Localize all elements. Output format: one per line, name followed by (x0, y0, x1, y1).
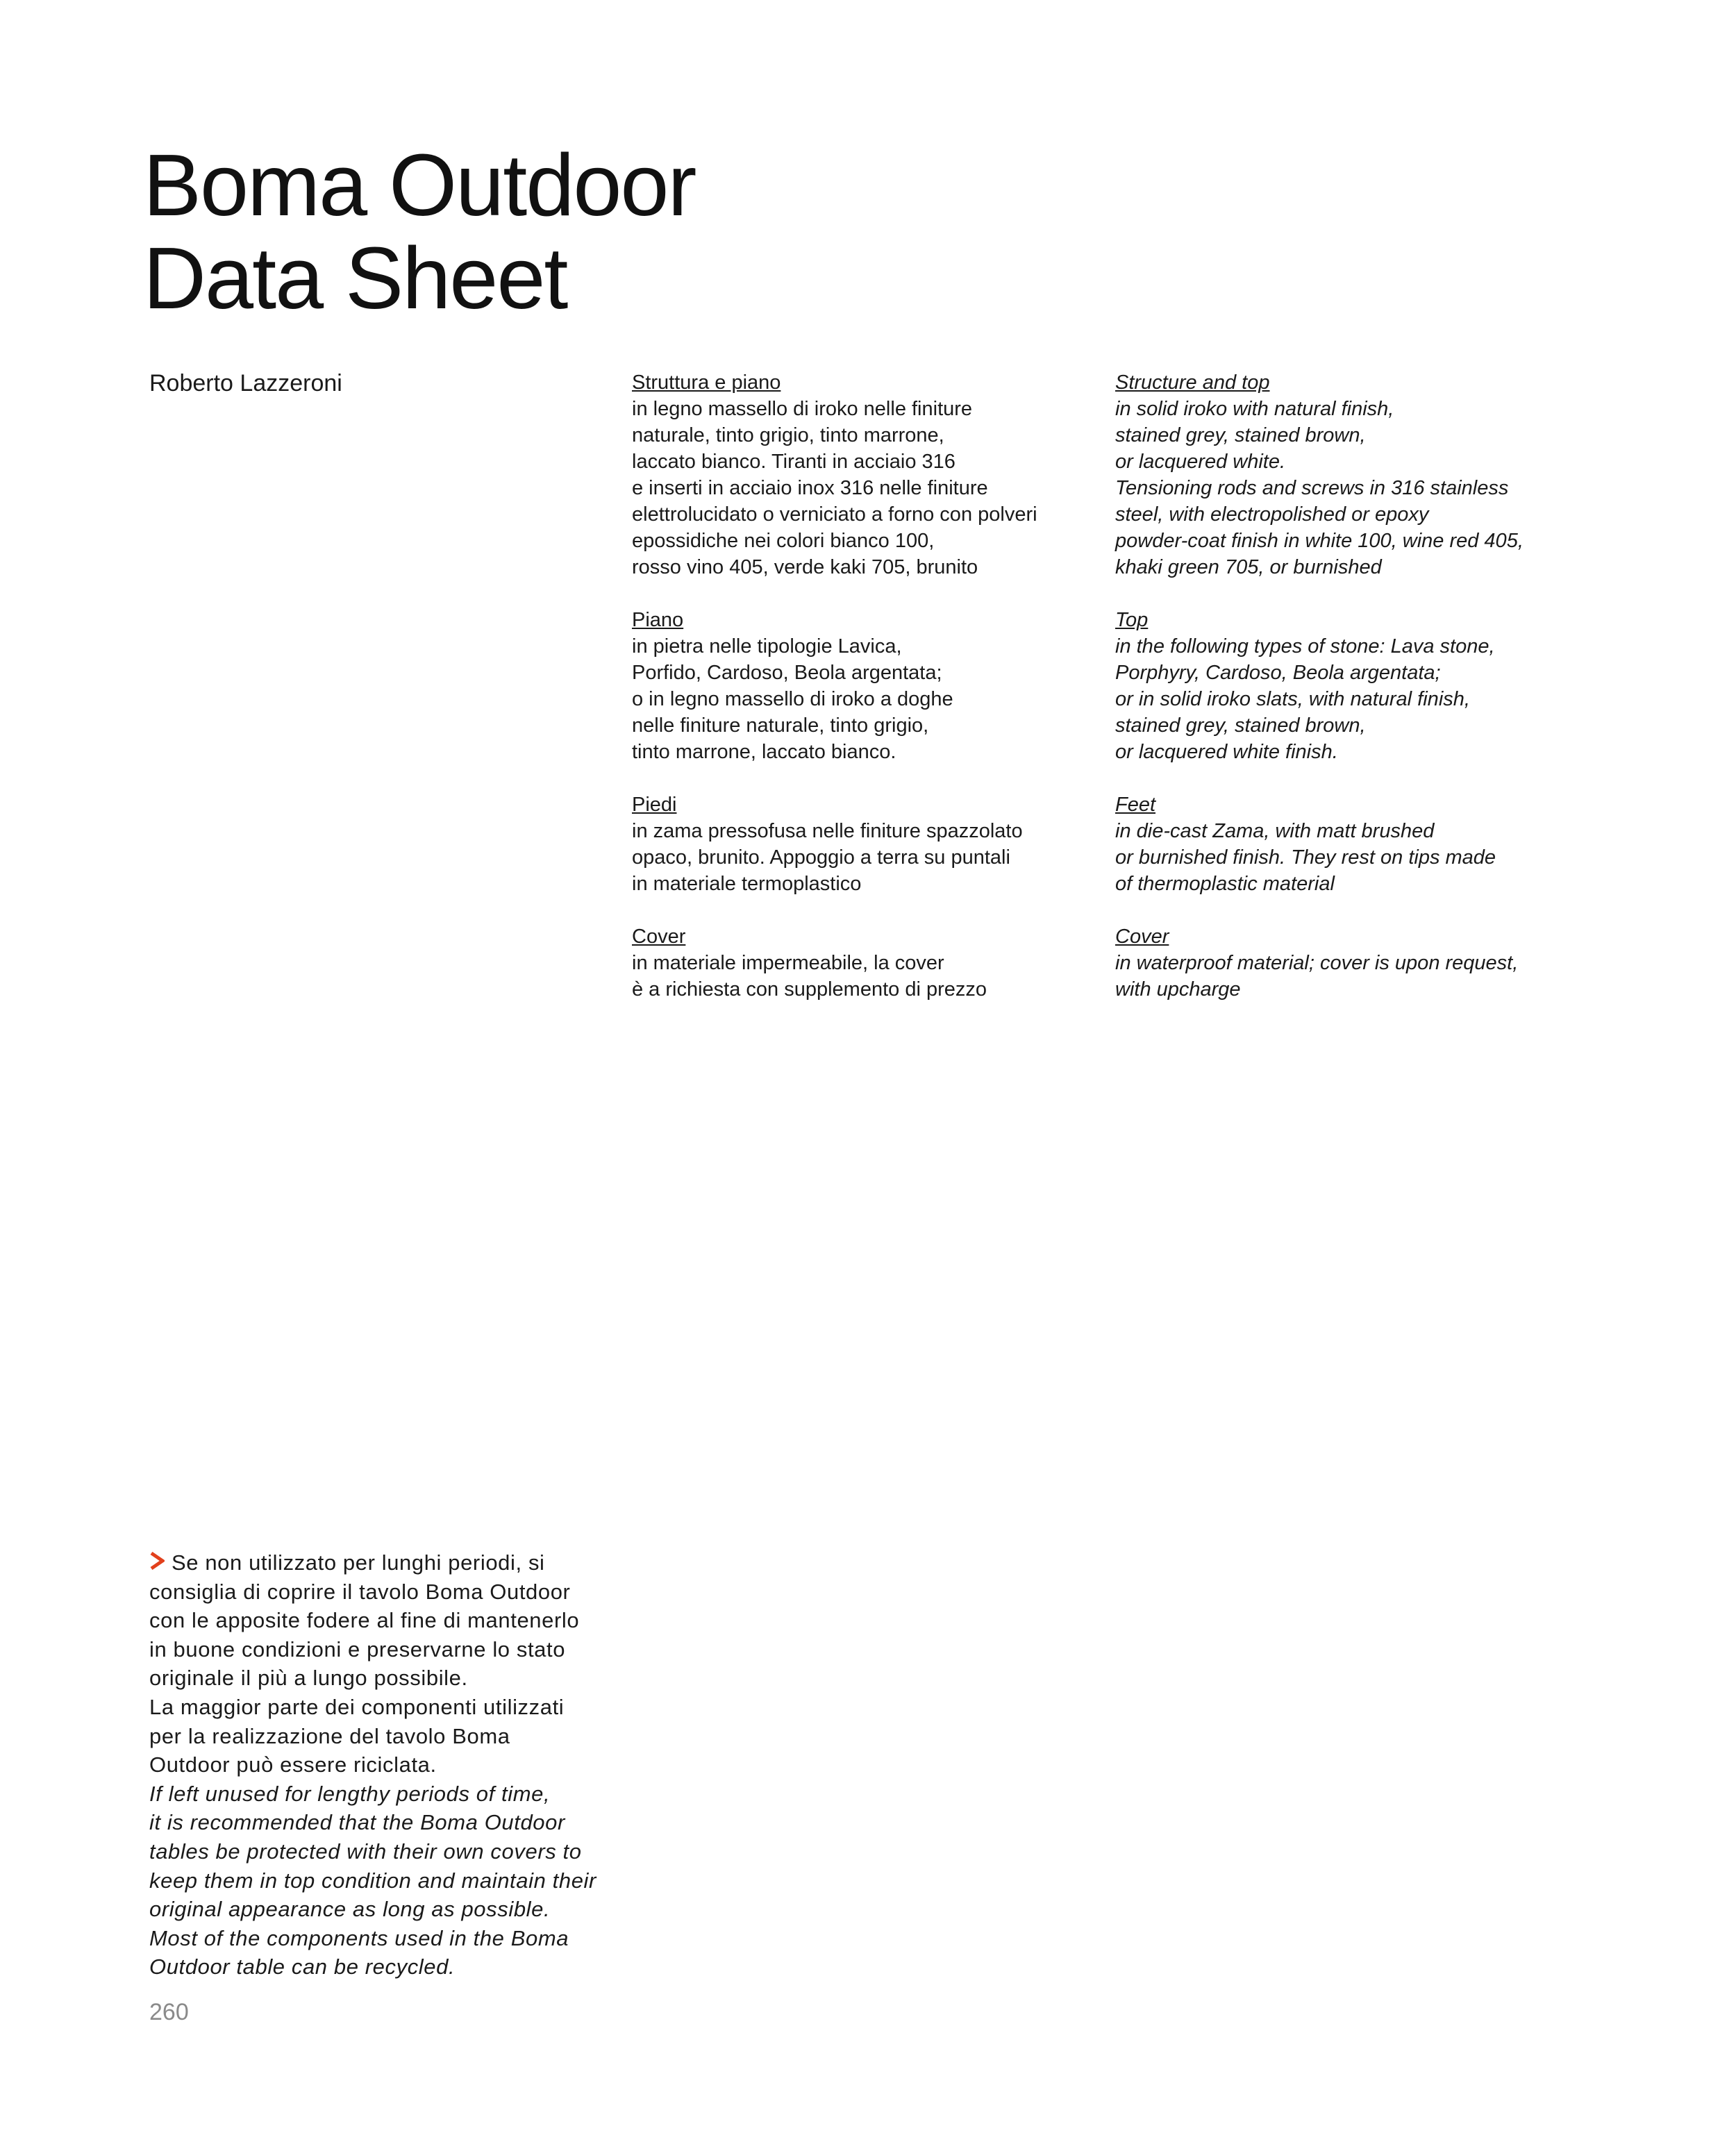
care-note-line-en: If left unused for lengthy periods of time, (149, 1781, 551, 1806)
spec-heading: Top (1115, 609, 1149, 631)
spec-heading: Cover (1115, 926, 1169, 948)
spec-line: khaki green 705, or burnished (1115, 556, 1382, 578)
spec-line: laccato bianco. Tiranti in acciaio 316 (632, 451, 955, 473)
care-note-line-en: Outdoor table can be recycled. (149, 1955, 456, 1980)
spec-line: or lacquered white finish. (1115, 741, 1338, 763)
spec-line: in pietra nelle tipologie Lavica, (632, 635, 902, 658)
care-note-text: Se non utilizzato per lunghi periodi, si (172, 1550, 545, 1575)
spec-line: nelle finiture naturale, tinto grigio, (632, 714, 929, 737)
spec-line: Porphyry, Cardoso, Beola argentata; (1115, 662, 1441, 684)
spec-line: or lacquered white. (1115, 451, 1286, 473)
spec-section (632, 923, 1104, 1003)
spec-heading: Piedi (632, 794, 677, 816)
care-note-line: consiglia di coprire il tavolo Boma Outdoor (149, 1579, 571, 1604)
spec-line: with upcharge (1115, 978, 1241, 1001)
spec-heading: Structure and top (1115, 371, 1270, 394)
spec-section (1115, 369, 1601, 580)
spec-section (1115, 923, 1601, 1003)
care-note-line-en: keep them in top condition and maintain their (149, 1868, 596, 1893)
page-title (143, 136, 696, 327)
spec-line: in the following types of stone: Lava stone, (1115, 635, 1495, 658)
spec-heading: Struttura e piano (632, 371, 781, 394)
care-note-line-en: Most of the components used in the Boma (149, 1925, 569, 1950)
spec-heading: Piano (632, 609, 684, 631)
care-note-line (149, 1548, 621, 1577)
spec-heading: Cover (632, 926, 686, 948)
page-title-line-1: Boma Outdoor (143, 136, 696, 234)
care-note-line-en: tables be protected with their own covers to (149, 1839, 582, 1864)
care-note-line: originale il più a lungo possibile. (149, 1666, 468, 1691)
spec-line: Porfido, Cardoso, Beola argentata; (632, 662, 942, 684)
italian-specs-column (632, 369, 1104, 1029)
spec-line: Tensioning rods and screws in 316 stainless (1115, 477, 1509, 499)
spec-line: steel, with electropolished or epoxy (1115, 503, 1429, 526)
care-note-line: per la realizzazione del tavolo Boma (149, 1723, 510, 1748)
spec-line: tinto marrone, laccato bianco. (632, 741, 896, 763)
spec-line: of thermoplastic material (1115, 873, 1335, 895)
spec-line: in zama pressofusa nelle finiture spazzolato (632, 820, 1023, 842)
spec-line: è a richiesta con supplemento di prezzo (632, 978, 987, 1001)
spec-line: in materiale impermeabile, la cover (632, 952, 944, 974)
spec-line: opaco, brunito. Appoggio a terra su puntali (632, 846, 1010, 869)
chevron-right-icon (149, 1548, 165, 1577)
spec-section (1115, 792, 1601, 897)
spec-line: rosso vino 405, verde kaki 705, brunito (632, 556, 978, 578)
spec-section (632, 792, 1104, 897)
spec-line: in solid iroko with natural finish, (1115, 398, 1394, 420)
care-note (149, 1548, 621, 1982)
page-number: 260 (149, 1999, 189, 2025)
spec-line: o in legno massello di iroko a doghe (632, 688, 953, 710)
spec-section (632, 607, 1104, 765)
spec-line: e inserti in acciaio inox 316 nelle finiture (632, 477, 988, 499)
spec-section (632, 369, 1104, 580)
spec-line: stained grey, stained brown, (1115, 424, 1366, 446)
designer-name: Roberto Lazzeroni (149, 370, 342, 396)
spec-heading: Feet (1115, 794, 1156, 816)
care-note-line: La maggior parte dei componenti utilizzati (149, 1694, 565, 1719)
page-title-line-2: Data Sheet (143, 229, 567, 327)
spec-line: in materiale termoplastico (632, 873, 862, 895)
care-note-line: Outdoor può essere riciclata. (149, 1752, 437, 1777)
spec-line: stained grey, stained brown, (1115, 714, 1366, 737)
spec-line: naturale, tinto grigio, tinto marrone, (632, 424, 944, 446)
spec-line: epossidiche nei colori bianco 100, (632, 530, 935, 552)
spec-line: powder-coat finish in white 100, wine red 405, (1115, 530, 1524, 552)
spec-line: elettrolucidato o verniciato a forno con polveri (632, 503, 1037, 526)
english-specs-column (1115, 369, 1601, 1029)
spec-line: in waterproof material; cover is upon request, (1115, 952, 1519, 974)
spec-line: in legno massello di iroko nelle finiture (632, 398, 973, 420)
care-note-line-en: it is recommended that the Boma Outdoor (149, 1810, 565, 1835)
spec-section (1115, 607, 1601, 765)
spec-line: or burnished finish. They rest on tips made (1115, 846, 1496, 869)
spec-line: in die-cast Zama, with matt brushed (1115, 820, 1435, 842)
spec-line: or in solid iroko slats, with natural finish, (1115, 688, 1470, 710)
care-note-line-en: original appearance as long as possible. (149, 1897, 551, 1922)
care-note-line: in buone condizioni e preservarne lo stato (149, 1637, 566, 1662)
care-note-line: con le apposite fodere al fine di mantenerlo (149, 1608, 580, 1633)
